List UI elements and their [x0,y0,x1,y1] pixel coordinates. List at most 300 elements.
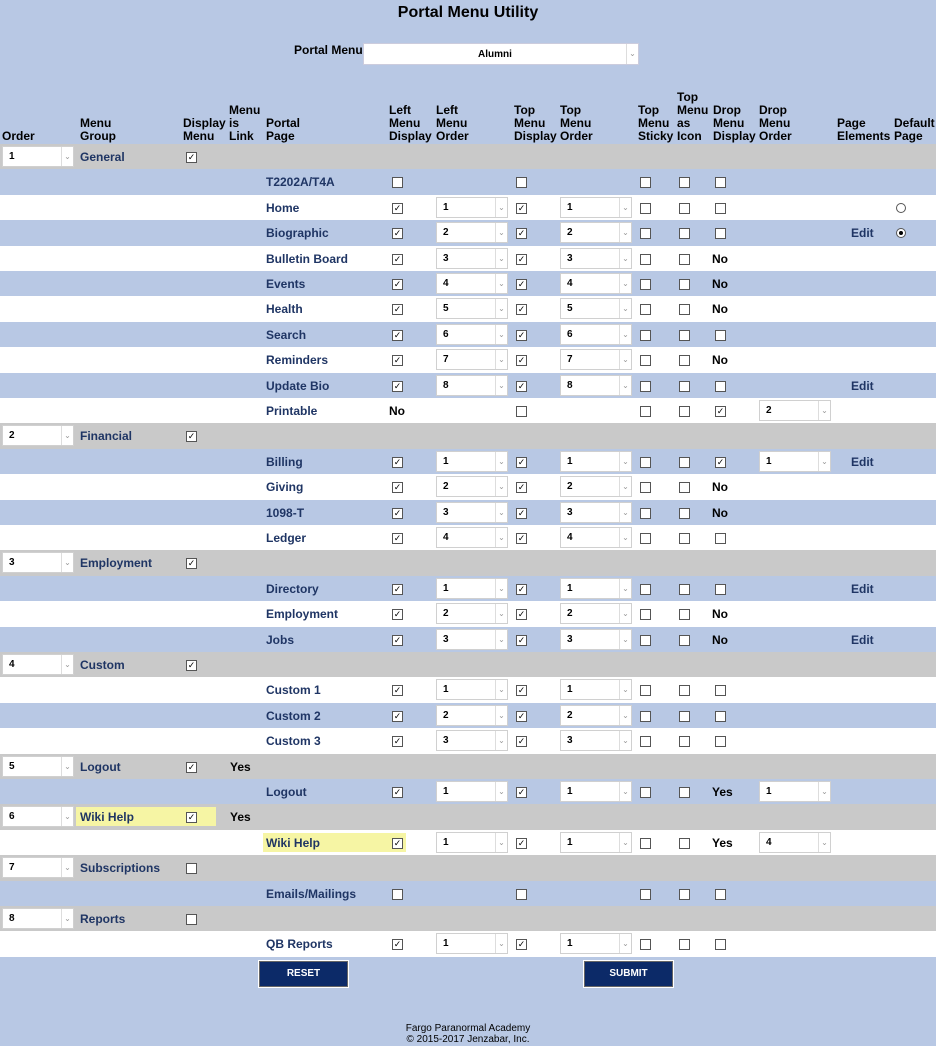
top-menu-order-select[interactable] [560,298,632,319]
top-menu-icon-checkbox[interactable] [679,304,690,315]
top-menu-icon-checkbox[interactable] [679,584,690,595]
top-menu-icon-checkbox[interactable] [679,889,690,900]
chevron-down-icon: ⌄ [619,782,631,801]
top-menu-icon-checkbox[interactable] [679,736,690,747]
top-menu-sticky-checkbox[interactable] [640,254,651,265]
top-menu-display-checkbox[interactable]: ✓ [517,710,526,721]
left-menu-display-checkbox[interactable]: ✓ [393,355,402,366]
page-row [0,474,936,500]
top-menu-order-select[interactable] [560,679,632,700]
top-menu-order-select[interactable] [560,933,632,954]
top-menu-display-checkbox[interactable]: ✓ [517,533,526,543]
top-menu-display-checkbox[interactable]: ✓ [517,380,526,391]
chevron-down-icon: ⌄ [619,604,631,623]
group-order-select[interactable] [2,654,74,675]
top-menu-display-checkbox[interactable]: ✓ [517,202,526,213]
portal-page-name: Printable [266,404,318,418]
top-menu-icon-checkbox[interactable] [679,254,690,265]
left-menu-order-select-value: 1 [443,582,449,594]
top-menu-sticky-checkbox[interactable] [640,457,651,468]
drop-menu-order-select[interactable] [759,781,831,802]
chevron-down-icon: ⌄ [619,680,631,699]
top-menu-order-select-value: 1 [567,938,573,950]
top-menu-sticky-checkbox[interactable] [640,736,651,747]
chevron-down-icon: ⌄ [61,655,73,674]
chevron-down-icon: ⌄ [619,503,631,522]
left-menu-display-checkbox[interactable]: ✓ [393,634,402,645]
top-menu-order-select[interactable] [560,197,632,218]
left-menu-order-select[interactable] [436,781,508,802]
top-menu-display-checkbox[interactable]: ✓ [517,685,526,696]
top-menu-icon-checkbox[interactable] [679,355,690,366]
drop-menu-display-text: No [712,251,728,266]
display-menu-checkbox[interactable] [186,914,197,925]
top-menu-sticky-checkbox[interactable] [640,939,651,950]
left-menu-order-select-value: 3 [443,735,449,747]
top-menu-order-select[interactable] [560,451,632,472]
top-menu-sticky-checkbox[interactable] [640,203,651,214]
left-menu-display-checkbox[interactable]: ✓ [393,482,402,493]
top-menu-order-select[interactable] [560,730,632,751]
display-menu-checkbox[interactable]: ✓ [187,761,196,772]
portal-page-name: Reminders [266,353,329,368]
header-order: Order [2,129,35,143]
page-row [0,931,936,957]
left-menu-order-select[interactable] [436,679,508,700]
top-menu-display-checkbox[interactable]: ✓ [517,329,526,340]
top-menu-icon-checkbox[interactable] [679,508,690,519]
left-menu-order-select-value: 2 [443,227,449,239]
left-menu-order-select[interactable] [436,375,508,396]
left-menu-order-select[interactable] [436,629,508,650]
left-menu-order-select[interactable] [436,273,508,294]
page-row [0,169,936,195]
chevron-down-icon: ⌄ [495,223,507,242]
top-menu-icon-checkbox[interactable] [679,228,690,239]
group-row [0,804,936,830]
top-menu-icon-checkbox[interactable] [679,685,690,696]
portal-menu-select[interactable] [363,43,639,65]
left-menu-display-checkbox[interactable]: ✓ [393,685,402,696]
chevron-down-icon: ⌄ [619,833,631,852]
left-menu-order-select[interactable] [436,502,508,523]
page-row [0,601,936,627]
edit-link[interactable]: Edit [851,581,874,596]
drop-menu-display-checkbox[interactable]: ✓ [716,456,725,467]
chevron-down-icon: ⌄ [619,274,631,293]
left-menu-order-select[interactable] [436,527,508,548]
top-menu-order-select-value: 1 [567,582,573,594]
portal-page-name: Update Bio [266,378,330,393]
portal-page-name: Custom 1 [266,683,321,698]
top-menu-display-checkbox[interactable]: ✓ [517,583,526,594]
left-menu-order-select-value: 1 [443,201,449,213]
page-title: Portal Menu Utility [397,4,539,21]
left-menu-order-select[interactable] [436,298,508,319]
group-row [0,423,936,449]
left-menu-order-select[interactable] [436,349,508,370]
left-menu-display-checkbox[interactable]: ✓ [393,228,402,239]
submit-button[interactable]: SUBMIT [584,961,673,987]
top-menu-display-checkbox[interactable]: ✓ [517,939,526,950]
group-name: Wiki Help [80,810,134,825]
top-menu-sticky-checkbox[interactable] [640,635,651,646]
chevron-down-icon: ⌄ [495,249,507,268]
top-menu-order-select-value: 1 [567,201,573,213]
left-menu-order-select-value: 3 [443,633,449,645]
drop-menu-order-select-value: 1 [766,786,772,797]
group-row [0,754,936,780]
portal-page-name: T2202A/T4A [266,175,335,190]
footer [0,1023,936,1045]
top-menu-sticky-checkbox[interactable] [640,406,651,417]
portal-page-name: Custom 2 [266,708,321,723]
left-menu-display-checkbox[interactable]: ✓ [393,456,402,467]
left-menu-order-select-value: 1 [443,455,449,467]
display-menu-checkbox[interactable] [186,863,197,874]
page-row [0,500,936,526]
left-menu-display-checkbox[interactable]: ✓ [393,533,402,543]
top-menu-order-select[interactable] [560,832,632,853]
top-menu-icon-checkbox[interactable] [679,177,690,188]
chevron-down-icon: ⌄ [619,376,631,395]
edit-link[interactable]: Edit [851,632,874,647]
top-menu-sticky-checkbox[interactable] [640,482,651,493]
top-menu-sticky-checkbox[interactable] [640,533,651,544]
edit-link[interactable]: Edit [851,378,874,393]
left-menu-order-select[interactable] [436,222,508,243]
top-menu-order-select-value: 2 [567,608,573,620]
left-menu-order-select[interactable] [436,705,508,726]
top-menu-order-select[interactable] [560,705,632,726]
top-menu-order-select[interactable] [560,349,632,370]
drop-menu-order-select[interactable] [759,832,831,853]
group-order-select[interactable] [2,857,74,878]
chevron-down-icon: ⌄ [818,833,830,852]
header-menu-is-link: Menu is Link [229,103,261,143]
top-menu-sticky-checkbox[interactable] [640,177,651,188]
page-row [0,728,936,754]
top-menu-icon-checkbox[interactable] [679,939,690,950]
top-menu-order-select[interactable] [560,273,632,294]
top-menu-display-checkbox[interactable]: ✓ [517,456,526,467]
top-menu-display-checkbox[interactable]: ✓ [517,304,526,315]
left-menu-display-checkbox[interactable]: ✓ [393,583,402,594]
group-order-select-value: 3 [9,557,15,569]
group-order-select-value: 8 [9,913,15,924]
header-left-menu-display: Left Menu Display [389,103,432,143]
menu-is-link-text: Yes [230,759,251,774]
top-menu-order-select[interactable] [560,222,632,243]
header-top-menu-as-icon: Top Menu as Icon [677,90,709,143]
drop-menu-display-checkbox[interactable] [715,381,726,392]
group-name: Logout [80,759,121,774]
top-menu-sticky-checkbox[interactable] [640,889,651,900]
left-menu-order-select[interactable] [436,451,508,472]
group-order-select[interactable] [2,908,74,929]
portal-page-name: Bulletin Board [266,251,349,266]
drop-menu-display-checkbox[interactable]: ✓ [716,406,725,416]
top-menu-icon-checkbox[interactable] [679,406,690,417]
drop-menu-order-select[interactable] [759,451,831,472]
left-menu-display-checkbox[interactable]: ✓ [393,507,402,518]
chevron-down-icon: ⌄ [495,325,507,344]
group-name: General [80,150,125,164]
top-menu-icon-checkbox[interactable] [679,482,690,493]
top-menu-sticky-checkbox[interactable] [640,685,651,696]
top-menu-display-checkbox[interactable]: ✓ [517,634,526,645]
page-row [0,627,936,653]
header-left-menu-order: Left Menu Order [436,103,469,143]
top-menu-sticky-checkbox[interactable] [640,355,651,366]
drop-menu-display-text: No [712,353,728,368]
chevron-down-icon: ⌄ [61,858,73,877]
left-menu-display-checkbox[interactable]: ✓ [393,380,402,391]
left-menu-display-checkbox[interactable]: ✓ [393,202,402,213]
left-menu-display-checkbox[interactable]: ✓ [393,253,402,264]
reset-button[interactable]: RESET [259,961,348,987]
top-menu-order-select[interactable] [560,629,632,650]
top-menu-order-select-value: 2 [567,227,573,239]
top-menu-display-checkbox[interactable]: ✓ [517,253,526,264]
left-menu-order-select[interactable] [436,730,508,751]
drop-menu-display-text: No [712,632,728,647]
top-menu-sticky-checkbox[interactable] [640,279,651,290]
left-menu-order-select-value: 1 [443,938,449,950]
left-menu-order-select-value: 1 [443,684,449,696]
left-menu-order-select[interactable] [436,476,508,497]
top-menu-order-select-value: 4 [567,278,573,289]
top-menu-icon-checkbox[interactable] [679,609,690,620]
drop-menu-order-select-value: 4 [766,836,772,848]
chevron-down-icon: ⌄ [495,198,507,217]
top-menu-display-checkbox[interactable] [516,177,527,188]
top-menu-sticky-checkbox[interactable] [640,787,651,798]
drop-menu-display-text: No [712,302,728,317]
left-menu-display-checkbox[interactable]: ✓ [393,736,402,747]
top-menu-sticky-checkbox[interactable] [640,330,651,341]
top-menu-display-checkbox[interactable]: ✓ [517,507,526,518]
top-menu-sticky-checkbox[interactable] [640,508,651,519]
left-menu-display-checkbox[interactable]: ✓ [393,787,402,797]
top-menu-icon-checkbox[interactable] [679,203,690,214]
group-order-select-value: 5 [9,760,15,772]
top-menu-order-select-value: 7 [567,354,573,366]
drop-menu-display-checkbox[interactable] [715,711,726,722]
chevron-down-icon: ⌄ [61,909,73,928]
default-page-radio[interactable] [896,203,906,213]
chevron-down-icon: ⌄ [619,630,631,649]
drop-menu-display-checkbox[interactable] [715,889,726,900]
left-menu-order-select[interactable] [436,324,508,345]
chevron-down-icon: ⌄ [495,604,507,623]
chevron-down-icon: ⌄ [61,757,73,776]
page-row [0,398,936,424]
footer-copyright: © 2015-2017 Jenzabar, Inc. [406,1034,530,1045]
portal-page-name: Ledger [266,531,307,545]
page-row [0,296,936,322]
edit-link[interactable]: Edit [851,454,874,469]
top-menu-display-checkbox[interactable]: ✓ [517,228,526,239]
top-menu-icon-checkbox[interactable] [679,457,690,468]
top-menu-display-checkbox[interactable]: ✓ [517,837,526,848]
top-menu-order-select-value: 1 [567,684,573,696]
drop-menu-order-select[interactable] [759,400,831,421]
display-menu-checkbox[interactable]: ✓ [187,152,196,162]
left-menu-order-select[interactable] [436,578,508,599]
top-menu-icon-checkbox[interactable] [679,711,690,722]
top-menu-display-checkbox[interactable] [516,406,527,417]
top-menu-display-checkbox[interactable]: ✓ [517,279,526,289]
top-menu-sticky-checkbox[interactable] [640,381,651,392]
top-menu-sticky-checkbox[interactable] [640,609,651,620]
page-row [0,373,936,399]
default-page-radio[interactable] [896,228,906,238]
drop-menu-display-checkbox[interactable] [715,177,726,188]
top-menu-order-select-value: 1 [567,455,573,467]
top-menu-order-select-value: 3 [567,252,573,264]
drop-menu-display-checkbox[interactable] [715,330,726,341]
chevron-down-icon: ⌄ [818,782,830,801]
top-menu-display-checkbox[interactable]: ✓ [517,355,526,366]
top-menu-order-select[interactable] [560,578,632,599]
top-menu-display-checkbox[interactable]: ✓ [517,736,526,747]
portal-page-name: 1098-T [266,505,305,520]
display-menu-checkbox[interactable]: ✓ [187,812,196,823]
left-menu-display-checkbox[interactable]: ✓ [393,279,402,289]
display-menu-checkbox[interactable]: ✓ [187,660,196,670]
chevron-down-icon: ⌄ [495,350,507,369]
left-menu-order-select[interactable] [436,603,508,624]
top-menu-sticky-checkbox[interactable] [640,838,651,849]
top-menu-sticky-checkbox[interactable] [640,584,651,595]
top-menu-icon-checkbox[interactable] [679,787,690,798]
drop-menu-order-select-value: 1 [766,455,772,467]
top-menu-sticky-checkbox[interactable] [640,228,651,239]
left-menu-order-select-value: 2 [443,481,449,493]
top-menu-sticky-checkbox[interactable] [640,711,651,722]
top-menu-icon-checkbox[interactable] [679,838,690,849]
left-menu-display-checkbox[interactable]: ✓ [393,304,402,315]
left-menu-display-checkbox[interactable] [392,889,403,900]
left-menu-display-checkbox[interactable]: ✓ [393,609,402,620]
group-name: Employment [80,556,153,571]
footer-institution: Fargo Paranormal Academy [405,1023,531,1034]
top-menu-icon-checkbox[interactable] [679,330,690,341]
left-menu-display-checkbox[interactable]: ✓ [393,329,402,340]
top-menu-order-select[interactable] [560,248,632,269]
page-row [0,195,936,221]
chevron-down-icon: ⌄ [61,807,73,826]
menu-is-link-text: Yes [230,810,251,825]
chevron-down-icon: ⌄ [495,503,507,522]
portal-page-name: Biographic [266,226,329,241]
drop-menu-display-checkbox[interactable] [715,685,726,696]
left-menu-order-select[interactable] [436,933,508,954]
top-menu-order-select[interactable] [560,375,632,396]
display-menu-checkbox[interactable]: ✓ [187,558,196,569]
top-menu-order-select-value: 1 [567,836,573,848]
group-row [0,652,936,678]
top-menu-order-select[interactable] [560,476,632,497]
portal-page-name: Home [266,200,300,215]
left-menu-order-select-value: 3 [443,252,449,264]
drop-menu-display-checkbox[interactable] [715,584,726,595]
group-order-select[interactable] [2,806,74,827]
drop-menu-display-text: Yes [712,835,733,850]
page-row [0,703,936,729]
top-menu-order-select[interactable] [560,781,632,802]
left-menu-order-select[interactable] [436,248,508,269]
top-menu-icon-checkbox[interactable] [679,635,690,646]
group-order-select[interactable] [2,756,74,777]
group-order-select[interactable] [2,552,74,573]
page-row [0,576,936,602]
group-order-select[interactable] [2,146,74,167]
top-menu-icon-checkbox[interactable] [679,381,690,392]
header-top-menu-order: Top Menu Order [560,103,593,143]
left-menu-display-checkbox[interactable] [392,177,403,188]
chevron-down-icon: ⌄ [495,833,507,852]
top-menu-order-select[interactable] [560,324,632,345]
drop-menu-display-checkbox[interactable] [715,533,726,544]
top-menu-icon-checkbox[interactable] [679,279,690,290]
edit-link[interactable]: Edit [851,226,874,241]
drop-menu-display-checkbox[interactable] [715,228,726,239]
top-menu-order-select[interactable] [560,527,632,548]
chevron-down-icon: ⌄ [495,782,507,801]
top-menu-display-checkbox[interactable]: ✓ [517,482,526,493]
top-menu-display-checkbox[interactable]: ✓ [517,787,526,797]
left-menu-order-select[interactable] [436,197,508,218]
chevron-down-icon: ⌄ [619,198,631,217]
drop-menu-display-checkbox[interactable] [715,203,726,214]
group-name: Reports [80,912,126,926]
drop-menu-display-checkbox[interactable] [715,736,726,747]
page-row [0,347,936,373]
portal-page-name: Directory [266,581,319,596]
left-menu-display-checkbox[interactable]: ✓ [393,837,402,848]
portal-page-name: Emails/Mailings [266,886,357,901]
top-menu-order-select[interactable] [560,502,632,523]
drop-menu-display-text: No [712,277,728,291]
top-menu-display-checkbox[interactable]: ✓ [517,609,526,620]
left-menu-order-select[interactable] [436,832,508,853]
group-name: Custom [80,658,125,672]
top-menu-display-checkbox[interactable] [516,889,527,900]
page-row [0,449,936,475]
portal-page-name: Custom 3 [266,734,321,749]
chevron-down-icon: ⌄ [495,477,507,496]
group-order-select-value: 7 [9,862,15,874]
display-menu-checkbox[interactable]: ✓ [187,431,196,442]
top-menu-order-select-value: 2 [567,709,573,721]
group-order-select[interactable] [2,425,74,446]
page-row [0,271,936,297]
top-menu-icon-checkbox[interactable] [679,533,690,544]
portal-page-name: Events [266,277,306,291]
left-menu-display-checkbox[interactable]: ✓ [393,710,402,721]
page-row [0,525,936,551]
chevron-down-icon: ⌄ [61,553,73,572]
left-menu-display-checkbox[interactable]: ✓ [393,939,402,950]
top-menu-order-select[interactable] [560,603,632,624]
top-menu-order-select-value: 3 [567,633,573,645]
drop-menu-display-checkbox[interactable] [715,939,726,950]
left-menu-order-select-value: 6 [443,328,449,340]
header-display-menu: Display Menu [183,116,226,143]
top-menu-sticky-checkbox[interactable] [640,304,651,315]
